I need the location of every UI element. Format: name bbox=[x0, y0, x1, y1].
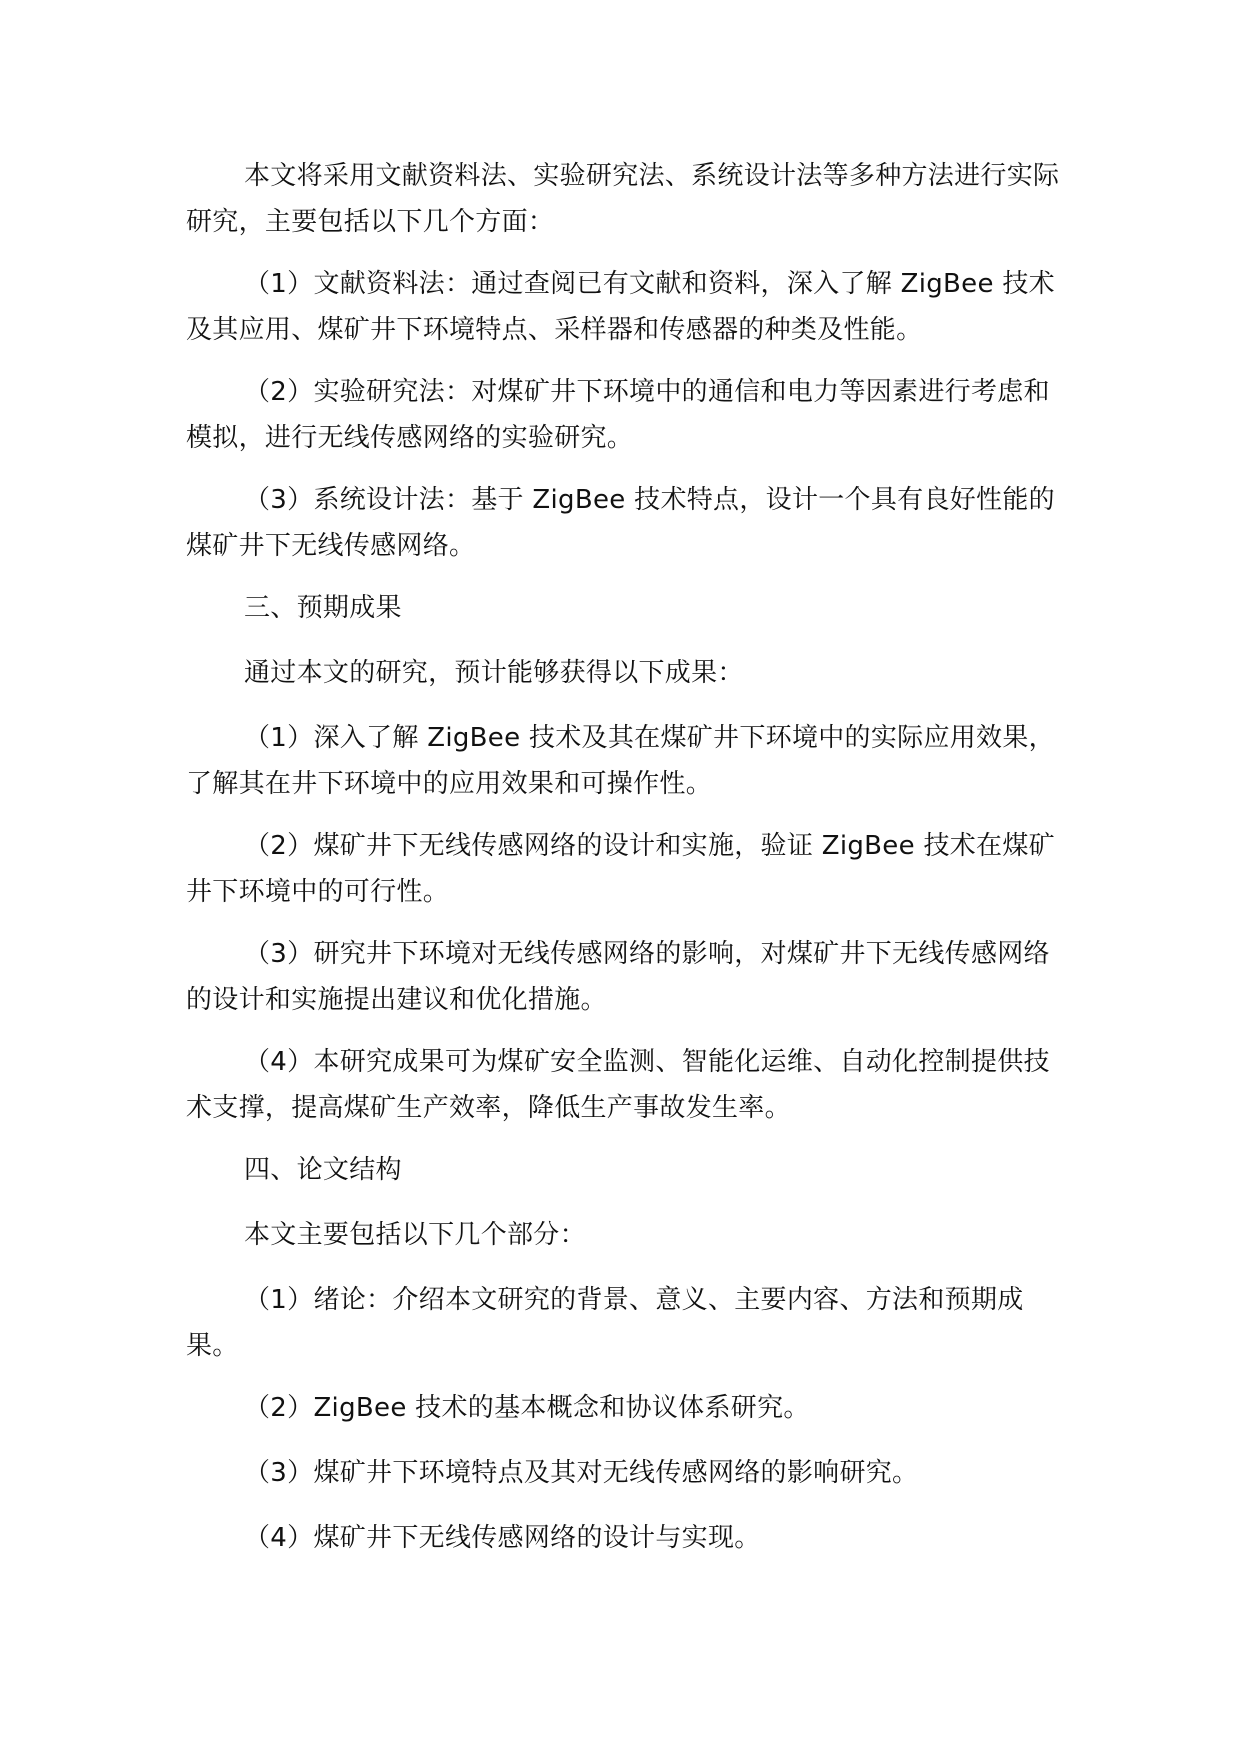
method-2-line-1: （2）实验研究法：对煤矿井下环境中的通信和电力等因素进行考虑 bbox=[244, 377, 1024, 407]
paragraph-part-2 bbox=[186, 1385, 1061, 1431]
method-1-line-2: 术及其应用、煤矿井下环境特点、采样器和传感器的种类及性能。 bbox=[186, 269, 1055, 345]
paragraph-intro bbox=[186, 153, 1061, 245]
part-1-line-1: （1）绪论：介绍本文研究的背景、意义、主要内容、方法和预期成 bbox=[244, 1285, 1024, 1315]
paragraph-method-2 bbox=[186, 369, 1061, 461]
part-4-text: （4）煤矿井下无线传感网络的设计与实现。 bbox=[244, 1523, 761, 1553]
paragraph-part-4 bbox=[186, 1515, 1061, 1561]
result-4-line-1: （4）本研究成果可为煤矿安全监测、智能化运维、自动化控制提供 bbox=[244, 1047, 1024, 1077]
method-3-line-2: 的煤矿井下无线传感网络。 bbox=[186, 485, 1055, 561]
result-2-line-1: （2）煤矿井下无线传感网络的设计和实施，验证 ZigBee 技术在煤 bbox=[244, 831, 1029, 861]
heading-4-text: 四、论文结构 bbox=[244, 1155, 402, 1185]
method-3-line-1: （3）系统设计法：基于 ZigBee 技术特点，设计一个具有良好性能 bbox=[244, 485, 1029, 515]
part-1-line-2: 果。 bbox=[186, 1331, 239, 1361]
section-heading-thesis-structure bbox=[186, 1147, 1061, 1193]
heading-3-text: 三、预期成果 bbox=[244, 593, 402, 623]
results-intro-text: 通过本文的研究，预计能够获得以下成果： bbox=[244, 658, 744, 688]
paragraph-method-1 bbox=[186, 261, 1061, 353]
method-1-line-1: （1）文献资料法：通过查阅已有文献和资料，深入了解 ZigBee 技 bbox=[244, 269, 1029, 299]
intro-line-1: 本文将采用文献资料法、实验研究法、系统设计法等多种方法进行 bbox=[244, 161, 1007, 191]
result-3-line-2: 络的设计和实施提出建议和优化措施。 bbox=[186, 939, 1050, 1015]
document-body bbox=[186, 153, 1061, 1580]
part-2-text: （2）ZigBee 技术的基本概念和协议体系研究。 bbox=[244, 1393, 810, 1423]
structure-intro-text: 本文主要包括以下几个部分： bbox=[244, 1220, 586, 1250]
intro-line-2: 实际研究，主要包括以下几个方面： bbox=[186, 161, 1060, 237]
result-2-line-2: 矿井下环境中的可行性。 bbox=[186, 831, 1055, 907]
method-2-line-2: 和模拟，进行无线传感网络的实验研究。 bbox=[186, 377, 1050, 453]
paragraph-part-1 bbox=[186, 1277, 1061, 1369]
paragraph-result-2 bbox=[186, 823, 1061, 915]
paragraph-result-4 bbox=[186, 1039, 1061, 1131]
paragraph-result-3 bbox=[186, 931, 1061, 1023]
paragraph-result-1 bbox=[186, 715, 1061, 807]
part-3-text: （3）煤矿井下环境特点及其对无线传感网络的影响研究。 bbox=[244, 1458, 919, 1488]
result-1-line-1: （1）深入了解 ZigBee 技术及其在煤矿井下环境中的实际应用效果， bbox=[244, 723, 1055, 753]
section-heading-expected-results bbox=[186, 585, 1061, 631]
result-3-line-1: （3）研究井下环境对无线传感网络的影响，对煤矿井下无线传感网 bbox=[244, 939, 1024, 969]
result-4-line-2: 技术支撑，提高煤矿生产效率，降低生产事故发生率。 bbox=[186, 1047, 1050, 1123]
paragraph-method-3 bbox=[186, 477, 1061, 569]
paragraph-part-3 bbox=[186, 1450, 1061, 1496]
paragraph-structure-intro bbox=[186, 1212, 1061, 1258]
paragraph-results-intro bbox=[186, 650, 1061, 696]
result-1-line-2: 了解其在井下环境中的应用效果和可操作性。 bbox=[186, 769, 713, 799]
